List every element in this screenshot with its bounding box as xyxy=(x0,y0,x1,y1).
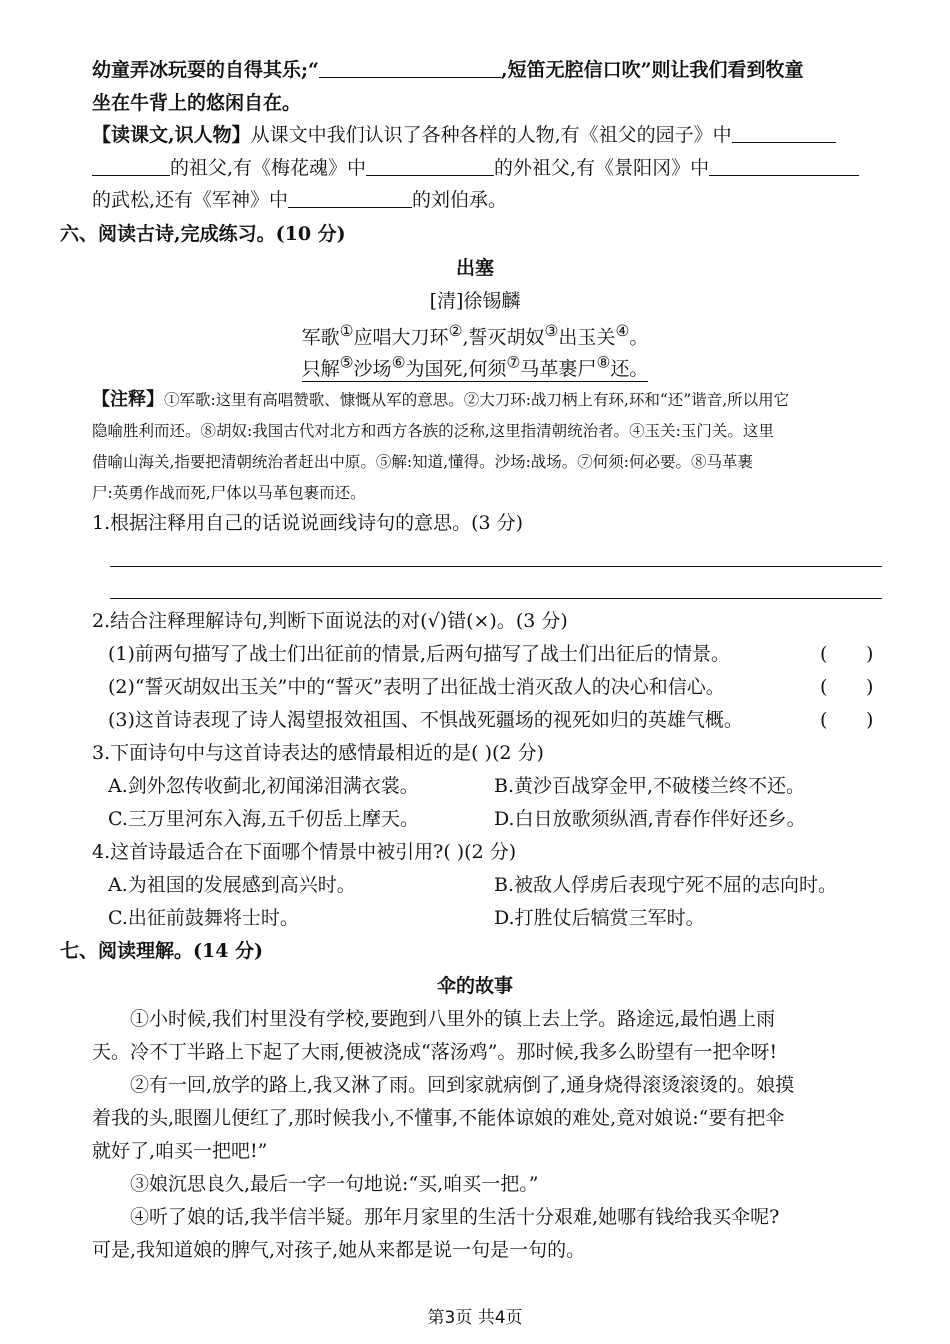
passage-line: ②有一回,放学的路上,我又淋了雨。回到家就病倒了,通身烧得滚烫滚烫的。娘摸 xyxy=(130,1074,795,1096)
note-marker: ② xyxy=(448,322,463,340)
text-segment: ,短笛无腔信口吹”则让我们看到牧童 xyxy=(500,59,804,81)
fill-line-3 xyxy=(92,121,836,149)
passage-line: 可是,我知道娘的脾气,对孩子,她从来都是说一句是一句的。 xyxy=(92,1239,586,1261)
note-marker: ④ xyxy=(615,322,630,340)
underlined-verse xyxy=(301,354,649,382)
judge-paren-close[interactable]: ) xyxy=(866,643,874,665)
poem-text: 还。 xyxy=(610,358,649,381)
note-marker: ③ xyxy=(544,322,559,340)
poem-line-2-underlined xyxy=(0,350,950,383)
annotation-line-4: 尸:英勇作战而死,尸体以马革包裹而还。 xyxy=(92,484,366,502)
section-tag: 【读课文,识人物】 xyxy=(92,124,251,146)
poem-author: [清]徐锡麟 xyxy=(429,290,521,312)
option-a[interactable]: A.剑外忽传收蓟北,初闻涕泪满衣裳。 xyxy=(108,775,419,797)
answer-blank[interactable] xyxy=(92,155,170,176)
poem-text: 马革裹尸 xyxy=(520,358,597,381)
text-segment: 的武松,还有《军神》中 xyxy=(92,189,289,211)
question-3: 3.下面诗句中与这首诗表达的感情最相近的是( )(2 分) xyxy=(92,742,544,764)
poem-text: 军歌 xyxy=(301,326,340,349)
annotation-line-1 xyxy=(92,387,789,413)
option-c[interactable]: C.三万里河东入海,五千仞岳上摩天。 xyxy=(108,808,419,830)
passage-line: ①小时候,我们村里没有学校,要跑到八里外的镇上去上学。路途远,最怕遇上雨 xyxy=(130,1008,776,1030)
annotation-line-3: 借喻山海关,指要把清朝统治者赶出中原。⑤解:知道,懂得。沙场:战场。⑦何须:何必要。⑧马革裹 xyxy=(92,453,754,471)
option-d[interactable]: D.打胜仗后犒赏三军时。 xyxy=(494,907,705,929)
annotation-line-2: 隐喻胜利而还。⑧胡奴:我国古代对北方和西方各族的泛称,这里指清朝统治者。④玉关:玉门关。这里 xyxy=(92,422,774,440)
answer-blank[interactable] xyxy=(366,155,494,176)
judge-paren-close[interactable]: ) xyxy=(866,676,874,698)
answer-line[interactable] xyxy=(110,598,882,599)
note-marker: ⑤ xyxy=(339,354,354,372)
passage-line: 天。冷不丁半路上下起了大雨,便被浇成“落汤鸡”。那时候,我多么盼望有一把伞呀! xyxy=(92,1041,778,1063)
judge-item-1: (1)前两句描写了战士们出征前的情景,后两句描写了战士们出征后的情景。 xyxy=(108,643,730,665)
note-marker: ⑧ xyxy=(596,354,611,372)
text-segment: 坐在牛背上的悠闲自在。 xyxy=(92,92,302,114)
answer-line[interactable] xyxy=(110,566,882,567)
note-marker: ⑥ xyxy=(391,354,406,372)
option-a[interactable]: A.为祖国的发展感到高兴时。 xyxy=(108,874,356,896)
poem-text: 沙场 xyxy=(353,358,392,381)
question-4: 4.这首诗最适合在下面哪个情景中被引用?( )(2 分) xyxy=(92,841,517,863)
judge-paren-open[interactable]: ( xyxy=(820,676,828,698)
poem-text: 只解 xyxy=(301,358,340,381)
poem-text: 。 xyxy=(629,326,649,349)
fill-line-2 xyxy=(92,89,301,117)
note-marker: ① xyxy=(339,322,354,340)
judge-paren-close[interactable]: ) xyxy=(866,709,874,731)
poem-text: 为国死,何须 xyxy=(405,358,507,381)
section-7-heading: 七、阅读理解。(14 分) xyxy=(60,940,264,962)
question-2: 2.结合注释理解诗句,判断下面说法的对(√)错(×)。(3 分) xyxy=(92,610,568,632)
fill-line-5 xyxy=(92,186,507,214)
passage-title: 伞的故事 xyxy=(436,975,513,997)
text-segment: 的刘伯承。 xyxy=(412,189,508,211)
page-footer: 第3页 共4页 xyxy=(427,1308,523,1328)
question-1: 1.根据注释用自己的话说说画线诗句的意思。(3 分) xyxy=(92,512,524,534)
passage-line: 着我的头,眼圈儿便红了,那时候我小,不懂事,不能体谅娘的难处,竟对娘说:“要有把伞 xyxy=(92,1107,785,1129)
poem-text: ,誓灭胡奴 xyxy=(462,326,545,349)
text-segment: 的外祖父,有《景阳冈》中 xyxy=(494,157,710,179)
judge-item-2: (2)“誓灭胡奴出玉关”中的“誓灭”表明了出征战士消灭敌人的决心和信心。 xyxy=(108,676,725,698)
poem-title: 出塞 xyxy=(455,257,494,279)
poem-line-1 xyxy=(0,318,950,351)
fill-line-1 xyxy=(92,56,804,84)
poem-text: 出玉关 xyxy=(558,326,616,349)
annotation-text: ①军歌:这里有高唱赞歌、慷慨从军的意思。②大刀环:战刀柄上有环,环和“还”谐音,所以用它 xyxy=(164,391,790,409)
answer-blank[interactable] xyxy=(709,155,859,176)
passage-line: 就好了,咱买一把吧!” xyxy=(92,1140,268,1162)
text-segment: 幼童弄冰玩耍的自得其乐;“ xyxy=(92,59,319,81)
option-d[interactable]: D.白日放歌须纵酒,青春作伴好还乡。 xyxy=(494,808,806,830)
text-segment: 从课文中我们认识了各种各样的人物,有《祖父的园子》中 xyxy=(250,124,732,146)
note-marker: ⑦ xyxy=(506,354,521,372)
option-b[interactable]: B.被敌人俘虏后表现宁死不屈的志向时。 xyxy=(494,874,838,896)
text-segment: 的祖父,有《梅花魂》中 xyxy=(170,157,367,179)
section-6-heading: 六、阅读古诗,完成练习。(10 分) xyxy=(60,223,346,245)
fill-line-4 xyxy=(92,154,859,182)
option-c[interactable]: C.出征前鼓舞将士时。 xyxy=(108,907,299,929)
answer-blank[interactable] xyxy=(732,122,836,143)
judge-paren-open[interactable]: ( xyxy=(820,709,828,731)
annotation-tag: 【注释】 xyxy=(92,389,164,410)
judge-paren-open[interactable]: ( xyxy=(820,643,828,665)
passage-line: ③娘沉思良久,最后一字一句地说:“买,咱买一把。” xyxy=(130,1173,539,1195)
answer-blank[interactable] xyxy=(288,187,412,208)
option-b[interactable]: B.黄沙百战穿金甲,不破楼兰终不还。 xyxy=(494,775,806,797)
poem-text: 应唱大刀环 xyxy=(353,326,449,349)
judge-item-3: (3)这首诗表现了诗人渴望报效祖国、不惧战死疆场的视死如归的英雄气概。 xyxy=(108,709,743,731)
passage-line: ④听了娘的话,我半信半疑。那年月家里的生活十分艰难,她哪有钱给我买伞呢? xyxy=(130,1206,780,1228)
answer-blank[interactable] xyxy=(319,57,501,78)
